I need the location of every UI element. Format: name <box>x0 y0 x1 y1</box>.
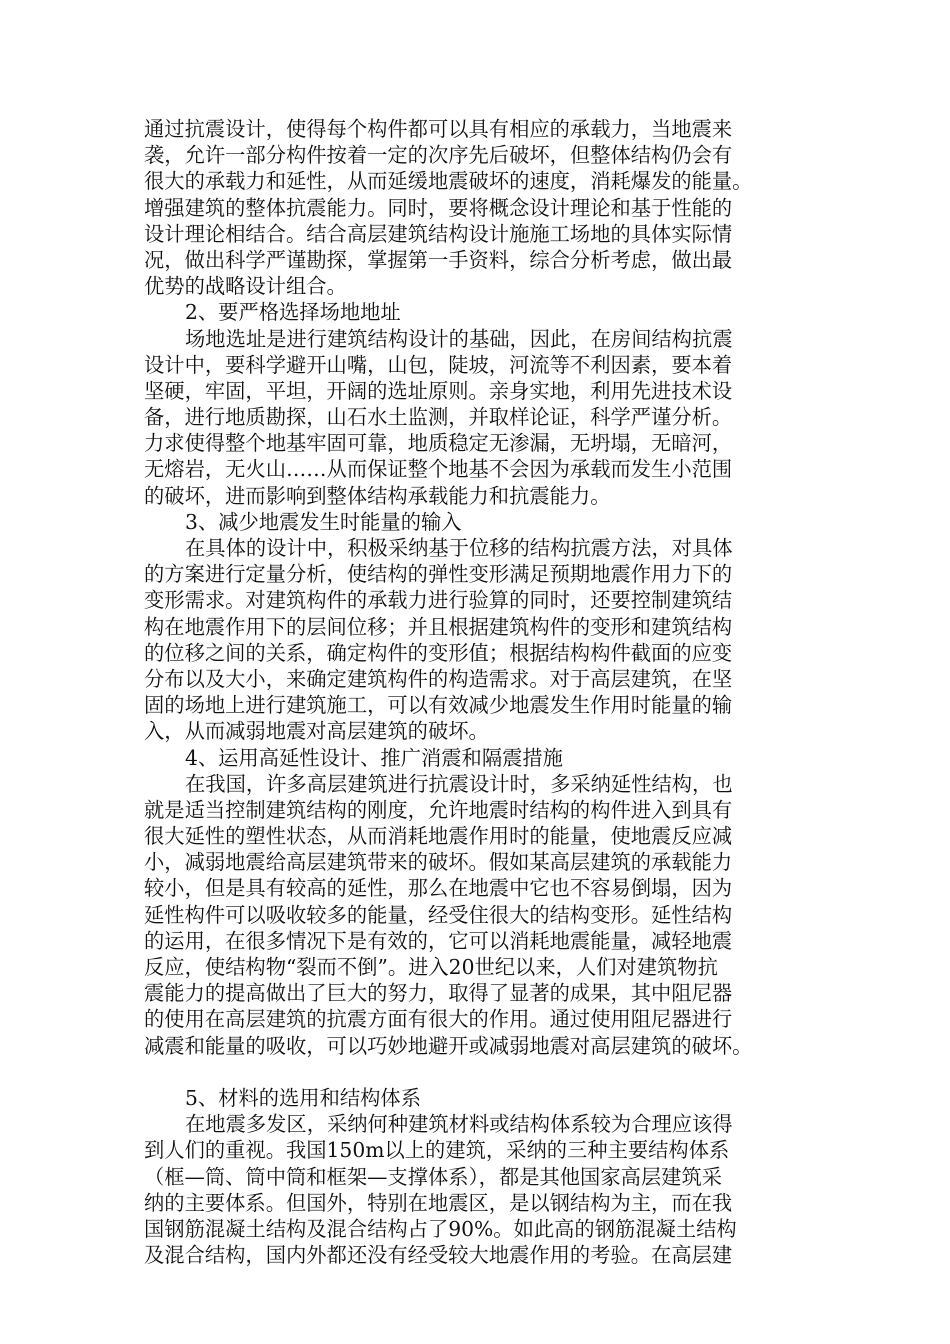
paragraph-line: 小，减弱地震给高层建筑带来的破坏。假如某高层建筑的承载能力 <box>144 850 733 875</box>
paragraph-line: 的使用在高层建筑的抗震方面有很大的作用。通过使用阻尼器进行 <box>144 1007 733 1032</box>
paragraph-line: 的方案进行定量分析，使结构的弹性变形满足预期地震作用力下的 <box>144 562 733 587</box>
paragraph-line: 国钢筋混凝土结构及混合结构占了90%。如此高的钢筋混凝土结构 <box>144 1216 737 1241</box>
blank-line <box>144 1059 806 1085</box>
paragraph-line: 减震和能量的吸收，可以巧妙地避开或减弱地震对高层建筑的破坏。 <box>144 1033 753 1058</box>
paragraph-line: 的运用，在很多情况下是有效的，它可以消耗地震能量，减轻地震 <box>144 928 733 953</box>
paragraph-line: 袭，允许一部分构件按着一定的次序先后破坏，但整体结构仍会有 <box>144 143 733 168</box>
section-heading: 2、要严格选择场地地址 <box>185 300 401 325</box>
paragraph-line: 设计中，要科学避开山嘴，山包，陡坡，河流等不利因素，要本着 <box>144 352 733 377</box>
paragraph-line: 入，从而减弱地震对高层建筑的破坏。 <box>144 719 489 744</box>
paragraph-line: 备，进行地质勘探，山石水土监测，并取样论证，科学严谨分析。 <box>144 405 733 430</box>
paragraph-line: 坚硬，牢固，平坦，开阔的选址原则。亲身实地，利用先进技术设 <box>144 378 733 403</box>
paragraph-line: 的位移之间的关系，确定构件的变形值；根据结构构件截面的应变 <box>144 640 733 665</box>
paragraph-line: 很大的承载力和延性，从而延缓地震破坏的速度，消耗爆发的能量。 <box>144 169 753 194</box>
paragraph-first-line: 在地震多发区，采纳何种建筑材料或结构体系较为合理应该得 <box>185 1112 733 1137</box>
paragraph-line: 反应，使结构物“裂而不倒”。进入20世纪以来，人们对建筑物抗 <box>144 955 718 979</box>
paragraph-line: 震能力的提高做出了巨大的努力，取得了显著的成果，其中阻尼器 <box>144 981 733 1006</box>
paragraph-line: 力求使得整个地基牢固可靠，地质稳定无渗漏，无坍塌，无暗河， <box>144 431 733 456</box>
paragraph-line: 就是适当控制建筑结构的刚度，允许地震时结构的构件进入到具有 <box>144 797 733 822</box>
paragraph-line: 构在地震作用下的层间位移；并且根据建筑构件的变形和建筑结构 <box>144 614 733 639</box>
paragraph-line: 固的场地上进行建筑施工，可以有效减少地震发生作用时能量的输 <box>144 693 733 718</box>
paragraph-line: 通过抗震设计，使得每个构件都可以具有相应的承载力，当地震来 <box>144 117 733 141</box>
section-heading: 4、运用高延性设计、推广消震和隔震措施 <box>185 745 563 770</box>
document-body <box>144 116 806 1268</box>
paragraph-first-line: 在我国，许多高层建筑进行抗震设计时，多采纳延性结构，也 <box>185 771 733 796</box>
paragraph-line: 到人们的重视。我国150m以上的建筑，采纳的三种主要结构体系 <box>144 1138 730 1163</box>
section-heading: 3、减少地震发生时能量的输入 <box>185 509 462 534</box>
paragraph-first-line: 在具体的设计中，积极采纳基于位移的结构抗震方法，对具体 <box>185 536 733 560</box>
paragraph-line: 况，做出科学严谨勘探，掌握第一手资料，综合分析考虑，做出最 <box>144 247 733 272</box>
paragraph-line: 及混合结构，国内外都还没有经受较大地震作用的考验。在高层建 <box>144 1243 733 1268</box>
paragraph-line: 设计理论相结合。结合高层建筑结构设计施施工场地的具体实际情 <box>144 221 733 246</box>
paragraph-line: 很大延性的塑性状态，从而消耗地震作用时的能量，使地震反应减 <box>144 824 733 849</box>
paragraph-line: （框—筒、筒中筒和框架—支撑体系），都是其他国家高层建筑采 <box>144 1164 723 1189</box>
paragraph-line: 变形需求。对建筑构件的承载力进行验算的同时，还要控制建筑结 <box>144 588 733 613</box>
paragraph-line: 较小，但是具有较高的延性，那么在地震中它也不容易倒塌，因为 <box>144 876 733 901</box>
paragraph-line: 分布以及大小，来确定建筑构件的构造需求。对于高层建筑，在坚 <box>144 666 733 691</box>
paragraph-line: 纳的主要体系。但国外，特别在地震区，是以钢结构为主，而在我 <box>144 1190 733 1215</box>
paragraph-line: 的破坏，进而影响到整体结构承载能力和抗震能力。 <box>144 483 611 508</box>
paragraph-line: 延性构件可以吸收较多的能量，经受住很大的结构变形。延性结构 <box>144 902 733 927</box>
paragraph-line: 优势的战略设计组合。 <box>144 274 347 299</box>
paragraph-first-line: 场地选址是进行建筑结构设计的基础，因此，在房间结构抗震 <box>185 326 733 351</box>
section-heading: 5、材料的选用和结构体系 <box>185 1085 421 1110</box>
paragraph-line: 增强建筑的整体抗震能力。同时，要将概念设计理论和基于性能的 <box>144 195 733 220</box>
paragraph-line: 无熔岩，无火山……从而保证整个地基不会因为承载而发生小范围 <box>144 457 733 482</box>
